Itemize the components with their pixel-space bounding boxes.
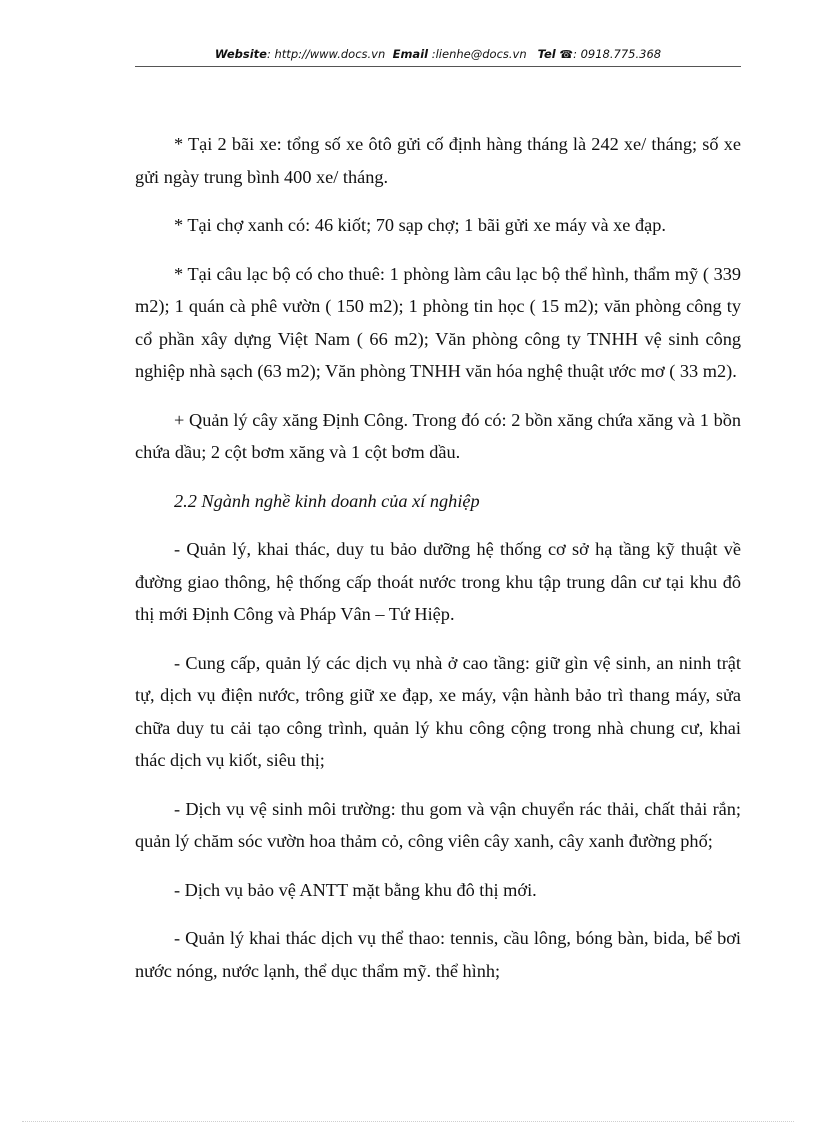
document-body — [135, 128, 741, 1003]
paragraph-gas-station: + Quản lý cây xăng Định Công. Trong đó có: 2 bồn xăng chứa xăng và 1 bồn chứa dầu; 2 cột bơm xăng và 1 cột bơm dầu. — [135, 409, 741, 462]
website-label: Website — [214, 47, 267, 61]
tel-label: Tel — [537, 47, 556, 61]
footer-divider — [22, 1121, 794, 1122]
email-label: Email — [392, 47, 429, 61]
paragraph-club-rentals: * Tại câu lạc bộ có cho thuê: 1 phòng làm câu lạc bộ thể hình, thẩm mỹ ( 339 m2); 1 quán cà phê vườn ( 150 m2); 1 phòng tin học ( 15 m2); văn phòng công ty cổ phần xây dựng Việt Nam ( 66 m2); Văn phòng công ty TNHH vệ sinh công nghiệp nhà sạch (63 m2); Văn phòng TNHH văn hóa nghệ thuật ước mơ ( 33 m2). — [135, 263, 741, 381]
phone-icon: ☎ — [559, 48, 574, 61]
email-separator: : — [431, 47, 436, 61]
section-heading: 2.2 Ngành nghề kinh doanh của xí nghiệp — [174, 490, 480, 511]
paragraph-sanitation: - Dịch vụ vệ sinh môi trường: thu gom và vận chuyển rác thải, chất thải rắn; quản lý chăm sóc vườn hoa thảm cỏ, công viên cây xanh, cây xanh đường phố; — [135, 798, 741, 851]
paragraph-sports: - Quản lý khai thác dịch vụ thể thao: tennis, cầu lông, bóng bàn, bida, bể bơi nước nóng, nước lạnh, thể dục thẩm mỹ. thể hình; — [135, 928, 741, 981]
paragraph-infrastructure: - Quản lý, khai thác, duy tu bảo dưỡng hệ thống cơ sở hạ tầng kỹ thuật về đường giao thông, hệ thống cấp thoát nước trong khu tập trung dân cư tại khu đô thị mới Định Công và Pháp Vân – Tứ Hiệp. — [135, 539, 741, 624]
paragraph-parking: * Tại 2 bãi xe: tổng số xe ôtô gửi cố định hàng tháng là 242 xe/ tháng; số xe gửi ngày trung bình 400 xe/ tháng. — [135, 134, 741, 187]
paragraph-highrise-services: - Cung cấp, quản lý các dịch vụ nhà ở cao tầng: giữ gìn vệ sinh, an ninh trật tự, dịch vụ điện nước, trông giữ xe đạp, xe máy, vận hành bảo trì thang máy, sửa chữa duy tu cải tạo công trình, quản lý khu công cộng trong nhà chung cư, khai thác dịch vụ kiốt, siêu thị; — [135, 652, 741, 770]
paragraph-security: - Dịch vụ bảo vệ ANTT mặt bằng khu đô thị mới. — [174, 879, 537, 900]
header-divider — [135, 66, 741, 67]
tel-value: : 0918.775.368 — [573, 47, 662, 61]
paragraph-green-market: * Tại chợ xanh có: 46 kiốt; 70 sạp chợ; 1 bãi gửi xe máy và xe đạp. — [174, 215, 666, 235]
email-value[interactable]: lienhe@docs.vn — [435, 47, 527, 61]
website-url[interactable]: : http://www.docs.vn — [266, 47, 386, 61]
page-header — [135, 47, 741, 61]
